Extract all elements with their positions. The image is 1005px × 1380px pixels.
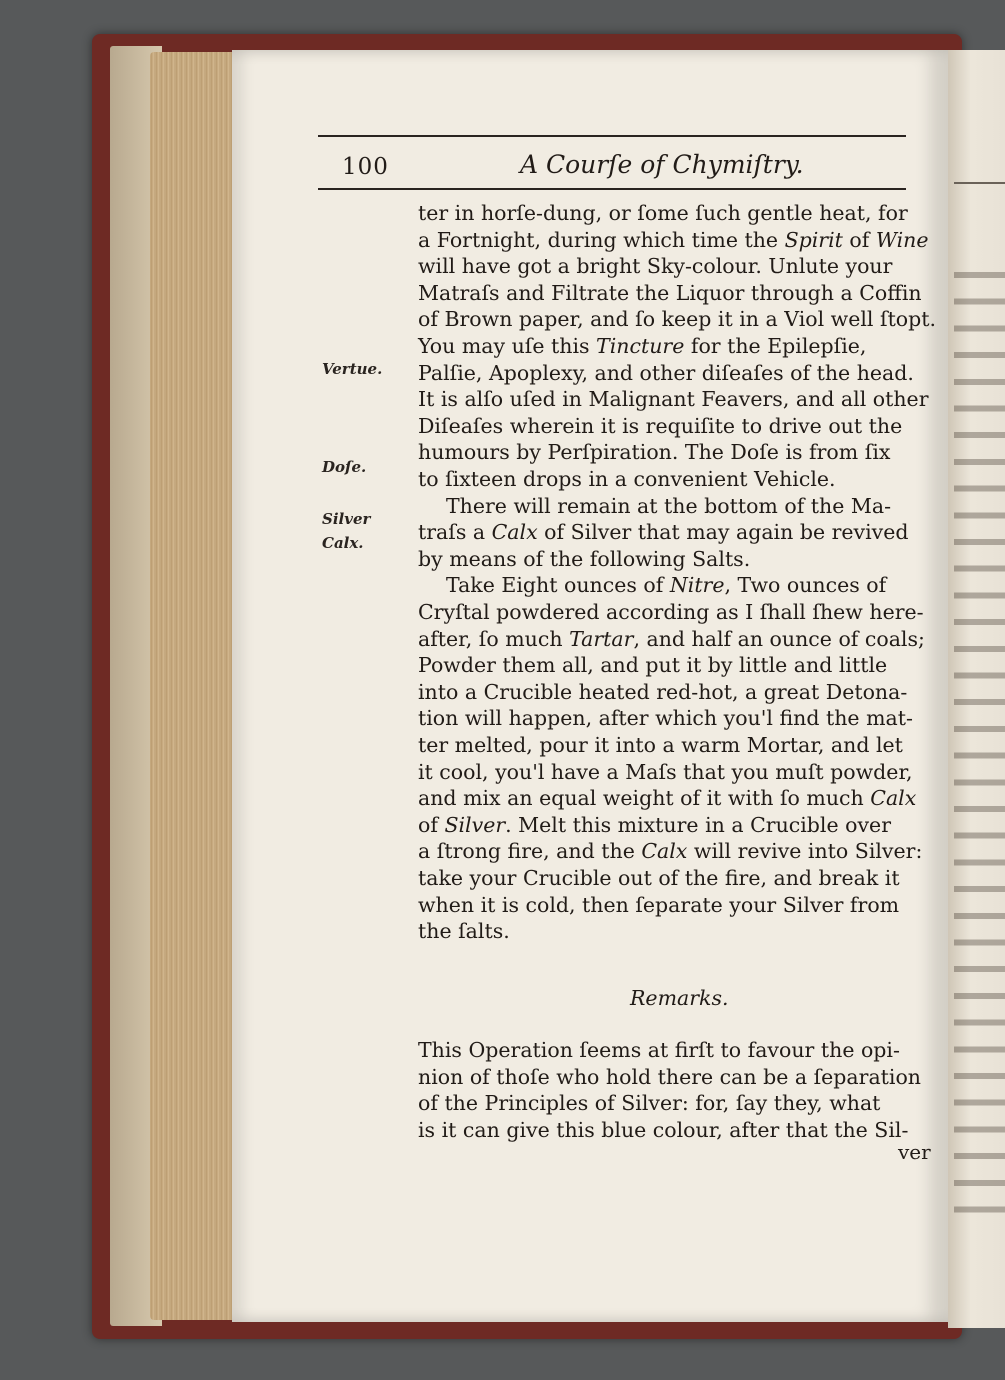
catchword: ver bbox=[898, 1140, 931, 1164]
body-text-line: a ſtrong fire, and the Calx will revive into Silver: bbox=[418, 839, 923, 864]
remarks-text-line: is it can give this blue colour, after that the Sil- bbox=[418, 1117, 909, 1142]
body-text-line: Take Eight ounces of Nitre, Two ounces of bbox=[446, 573, 887, 598]
remarks-text-line: This Operation ſeems at firſt to favour the opi- bbox=[418, 1038, 900, 1062]
margin-note-vertue: Vertue. bbox=[322, 360, 383, 378]
body-text-line: ter in horſe-dung, or ſome ſuch gentle heat, for bbox=[418, 201, 908, 225]
margin-note-dose: Doſe. bbox=[322, 458, 367, 476]
body-text-line: humours by Perſpiration. The Doſe is from ſix bbox=[418, 440, 891, 465]
body-text-line: take your Crucible out of the fire, and break it bbox=[418, 866, 900, 890]
header-rule-top bbox=[318, 135, 906, 137]
remarks-text-line: nion of thoſe who hold there can be a ſeparation bbox=[418, 1064, 922, 1089]
body-text-line: Matraſs and Filtrate the Liquor through a Coffin bbox=[418, 280, 922, 305]
body-text-line: by means of the following Salts. bbox=[418, 546, 751, 571]
remarks-text-line: of the Principles of Silver: for, ſay they, what bbox=[418, 1091, 881, 1116]
body-text-line: tion will happen, after which you'l find the mat- bbox=[418, 706, 913, 731]
body-text-line: and mix an equal weight of it with ſo much Calx bbox=[418, 786, 917, 811]
body-text-line: ter melted, pour it into a warm Mortar, and let bbox=[418, 733, 903, 757]
body-text-line: of Silver. Melt this mixture in a Crucible over bbox=[418, 812, 891, 837]
body-text-line: You may uſe this Tincture for the Epilepſie, bbox=[418, 334, 867, 358]
body-text-line: when it is cold, then ſeparate your Silver from bbox=[418, 892, 900, 917]
body-text-line: after, ſo much Tartar, and half an ounce of coals; bbox=[418, 626, 925, 651]
header-rule-bottom bbox=[318, 188, 906, 190]
body-text-line: Powder them all, and put it by little and little bbox=[418, 653, 888, 678]
body-text-line: a Fortnight, during which time the Spirit of Wine bbox=[418, 227, 929, 252]
body-text-line: into a Crucible heated red-hot, a great Detona- bbox=[418, 679, 908, 704]
body-text-line: There will remain at the bottom of the Ma- bbox=[446, 493, 892, 518]
body-text-line: traſs a Calx of Silver that may again be revived bbox=[418, 520, 909, 545]
body-text-line: Cryſtal powdered according as I ſhall ſhew here- bbox=[418, 600, 924, 624]
body-text-line: will have got a bright Sky-colour. Unlute your bbox=[418, 254, 893, 279]
body-text-line: the ſalts. bbox=[418, 919, 510, 944]
body-text-line: it cool, you'l have a Maſs that you muſt powder, bbox=[418, 759, 913, 784]
body-text-line: Palſie, Apoplexy, and other diſeaſes of the head. bbox=[418, 360, 914, 385]
body-text-line: Diſeaſes wherein it is requiſite to drive out the bbox=[418, 413, 903, 438]
page-edges bbox=[150, 52, 238, 1320]
body-text-line: It is alſo uſed in Malignant Feavers, and all other bbox=[418, 387, 929, 412]
body-text-line: to ſixteen drops in a convenient Vehicle. bbox=[418, 467, 836, 491]
body-text-line: of Brown paper, and ſo keep it in a Viol well ſtopt. bbox=[418, 307, 937, 332]
margin-note-silver: Silver bbox=[322, 510, 371, 528]
section-heading: Remarks. bbox=[630, 986, 729, 1010]
margin-note-calx: Calx. bbox=[322, 534, 364, 552]
page-number: 100 bbox=[342, 154, 389, 180]
running-title: A Courſe of Chymiſtry. bbox=[520, 150, 804, 179]
facing-page-edge bbox=[948, 50, 1005, 1328]
